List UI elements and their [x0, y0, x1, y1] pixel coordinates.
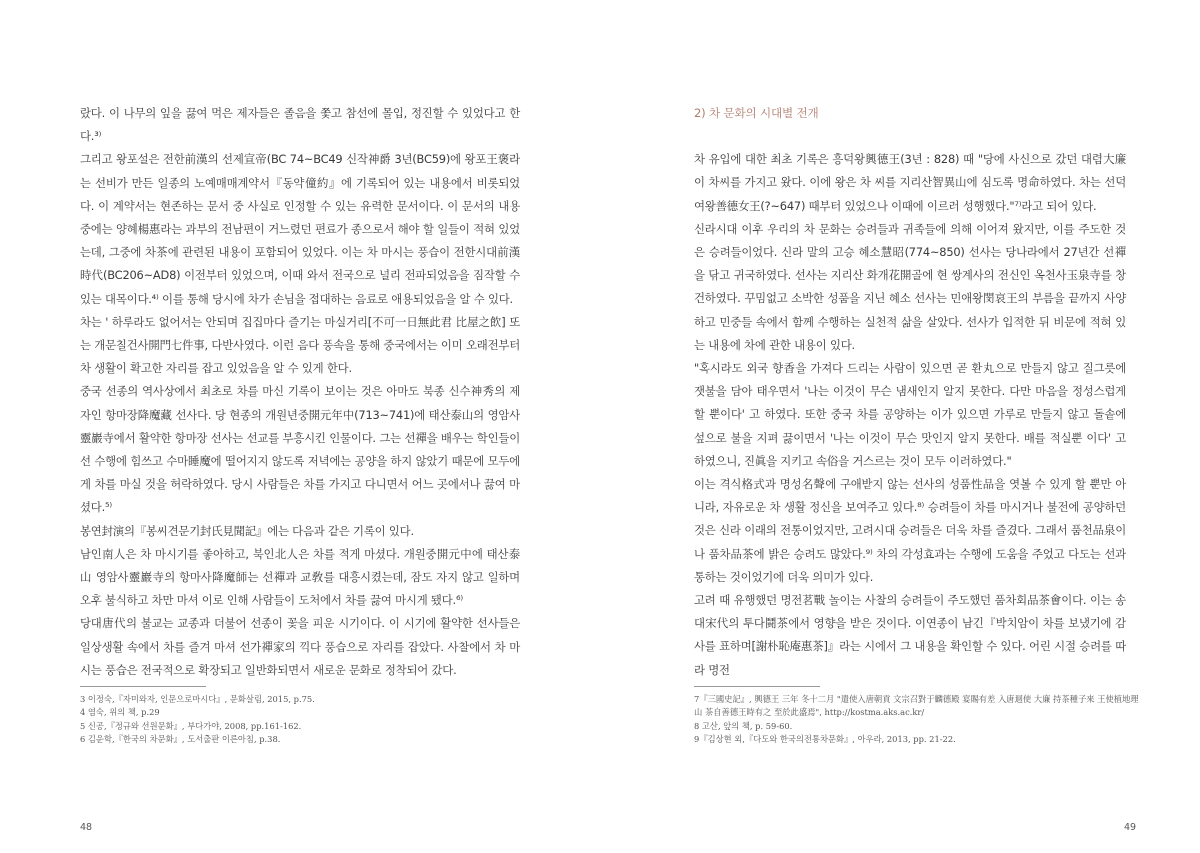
- footnote-8: 8 고산, 앞의 책, p. 59-60.: [694, 720, 793, 731]
- right-paragraph-1: 차 유입에 대한 최초 기록은 흥덕왕興德王(3년 : 828) 때 "당에 사신으로 갔던 대렴大廉이 차씨를 가지고 왔다. 이에 왕은 차 씨를 지리산智異山에 심도록 명命하였다. 차는 선덕여왕善德女王(?~647) 때부터 있었으나 이때에 이르러 성행했다."⁷⁾라고 되어 있다.: [694, 152, 1126, 213]
- section-heading: 2) 차 문화의 시대별 전개: [694, 106, 819, 120]
- footnote-4: 4 염숙, 위의 책, p.29: [80, 707, 160, 718]
- footnote-6: 6 김운학,『한국의 차문화』, 도서출판 이른아침, p.38.: [80, 734, 281, 745]
- footnote-divider: [694, 686, 820, 687]
- left-paragraph-7: 당대唐代의 불교는 교종과 더불어 선종이 꽃을 피운 시기이다. 이 시기에 활약한 선사들은 일상생활 속에서 차를 즐겨 마셔 선가禪家의 끽다 풍습으로 자리를 잡았다. 사찰에서 차 마시는 풍습은 전국적으로 확장되고 일반화되면서 새로운 문화로 정착되어 갔다.: [80, 616, 520, 677]
- right-paragraph-4: 이는 격식格式과 명성名聲에 구애받지 않는 선사의 성품性品을 엿볼 수 있게 할 뿐만 아니라, 자유로운 차 생활 정신을 보여주고 있다.⁸⁾ 승려들이 차를 마시거나 불전에 공양하던 것은 신라 이래의 전통이었지만, 고려시대 승려들은 더욱 차를 즐겼다. 그래서 품천品泉이나 품차品茶에 밝은 승려도 많았다.⁹⁾ 차의 각성효과는 수행에 도움을 주었고 다도는 선과 통하는 것이었기에 더욱 의미가 있다.: [694, 477, 1126, 584]
- right-paragraph-5: 고려 때 유행했던 명전茗戰 놀이는 사찰의 승려들이 주도했던 품차회品茶會이다. 이는 송대宋代의 투다鬪茶에서 영향을 받은 것이다. 이연종이 남긴『박치암이 차를 보냈기에 감사를 표하며[謝朴恥庵惠茶]』라는 시에서 그 내용을 확인할 수 있다. 어린 시절 승려를 따라 명전: [694, 593, 1126, 677]
- page-number-right: 49: [1124, 822, 1137, 833]
- right-paragraph-3: "혹시라도 외국 향香을 가져다 드리는 사람이 있으면 곧 환丸으로 만들지 않고 질그릇에 잿불을 담아 태우면서 '나는 이것이 무슨 냄새인지 알지 못한다. 다만 마음을 정성스럽게 할 뿐이다' 고 하였다. 또한 중국 차를 공양하는 이가 있으면 가루로 만들지 않고 돌솥에 섶으로 불을 지펴 끓이면서 '나는 이것이 무슨 맛인지 알지 못한다. 배를 적실뿐 이다' 고 하였으니, 진眞을 지키고 속俗을 거스르는 것이 모두 이러하였다.": [694, 361, 1126, 468]
- footnote-7: 7『三國史記』, 興德王 三年 冬十二月 "遣使入唐朝貢 文宗召對于麟德殿 宴賜有差 入唐迴使 大廉 持茶種子來 王使植地理山 茶自善德王時有之 至於此盛焉", http://kostma.aks.ac.kr/: [694, 694, 1139, 718]
- right-paragraph-2: 신라시대 이후 우리의 차 문화는 승려들과 귀족들에 의해 이어져 왔지만, 이를 주도한 것은 승려들이었다. 신라 말의 고승 혜소慧昭(774~850) 선사는 당나라에서 27년간 선禪을 닦고 귀국하였다. 선사는 지리산 화개花開골에 현 쌍계사의 전신인 옥천사玉泉寺를 창건하였다. 꾸밈없고 소박한 성품을 지닌 혜소 선사는 민애왕閔哀王의 부름을 끝까지 사양하고 민중들 속에서 함께 수행하는 실천적 삶을 살았다. 선사가 입적한 뒤 비문에 적혀 있는 내용에 차에 관한 내용이 있다.: [694, 221, 1126, 352]
- page-number-left: 48: [80, 822, 93, 833]
- right-body-text: [694, 102, 1126, 682]
- left-paragraph-3: 차는 ' 하루라도 없어서는 안되며 집집마다 즐기는 마실거리[不可一日無此君 比屋之飲] 또는 개문칠건사開門七件事, 다반사였다. 이런 음다 풍속을 통해 중국에서는 이미 오래전부터 차 생활이 확고한 자리를 잡고 있었음을 알 수 있게 한다.: [80, 314, 520, 376]
- footnote-5: 5 신공,『정규와 선원문화』, 부다가야, 2008, pp.161-162.: [80, 720, 302, 731]
- left-body-text: [80, 102, 520, 682]
- left-paragraph-5: 봉연封演의『봉씨견문기封氏見聞記』에는 다음과 같은 기록이 있다.: [80, 523, 414, 538]
- left-paragraph-2: 그리고 왕포설은 전한前漢의 선제宣帝(BC 74~BC49 신작神爵 3년(BC59)에 왕포王褒라는 선비가 만든 일종의 노예매매계약서『동약僮約』에 기록되어 있는 내용에서 비롯되었다. 이 계약서는 현존하는 문서 중 사실로 인정할 수 있는 유력한 문서이다. 이 문서의 내용 중에는 양혜楊惠라는 과부의 전남편이 거느렸던 편료가 종으로서 해야 할 일들이 적혀 있었는데, 그중에 차茶에 관련된 내용이 포함되어 있었다. 이는 차 마시는 풍습이 전한시대前漢時代(BC206~AD8) 이전부터 있었으며, 이때 와서 전국으로 널리 전파되었음을 짐작할 수 있는 대목이다.⁴⁾ 이를 통해 당시에 차가 손님을 접대하는 음료로 애용되었음을 알 수 있다.: [80, 152, 520, 306]
- left-paragraph-6: 남인南人은 차 마시기를 좋아하고, 북인北人은 차를 적게 마셨다. 개원중開元中에 태산泰山 영암사靈巖寺의 항마사降魔師는 선禪과 교敎를 대흥시켰는데, 잠도 자지 않고 일하며 오후 불식하고 차만 마셔 이로 인해 사람들이 도처에서 차를 끓여 마시게 됐다.⁶⁾: [80, 546, 520, 608]
- right-page: [600, 0, 1200, 853]
- footnote-9: 9『김상현 외,『다도와 한국의전통차문화』, 아우라, 2013, pp. 21-22.: [694, 734, 956, 745]
- left-paragraph-1: 랐다. 이 나무의 잎을 끓여 먹은 제자들은 졸음을 쫓고 참선에 몰입, 정진할 수 있었다고 한다.³⁾: [80, 106, 520, 144]
- footnote-divider: [80, 686, 206, 687]
- left-footnotes: [80, 686, 520, 747]
- left-paragraph-4: 중국 선종의 역사상에서 최초로 차를 마신 기록이 보이는 것은 아마도 북종 신수神秀의 제자인 항마장降魔藏 선사다. 당 현종의 개원년중開元年中(713~741)에 태산泰山의 영암사靈巖寺에서 활약한 항마장 선사는 선교를 부흥시킨 인물이다. 그는 선禪을 배우는 학인들이 선 수행에 힘쓰고 수마睡魔에 떨어지지 않도록 저녁에는 공양을 하지 않았기 때문에 모두에게 차를 마실 것을 허락하였다. 당시 사람들은 차를 가지고 다니면서 어느 곳에서나 끓여 마셨다.⁵⁾: [80, 384, 520, 515]
- footnote-3: 3 이정숙,『자미와자, 인문으로마시다』, 문화살림, 2015, p.75.: [80, 694, 315, 704]
- right-footnotes: [694, 686, 1144, 747]
